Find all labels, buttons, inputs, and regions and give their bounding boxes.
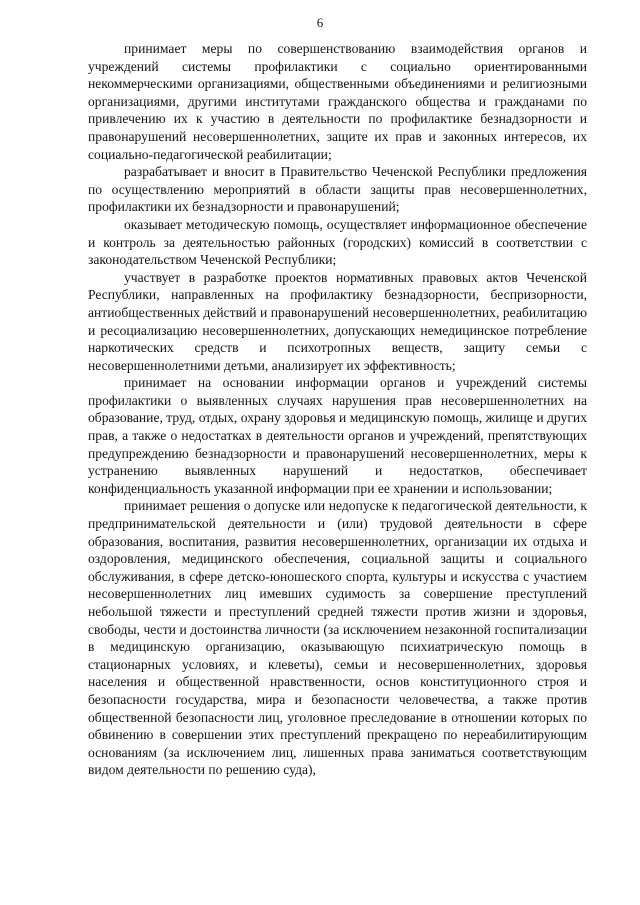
paragraph-1: принимает меры по совершенствованию взаимодействия органов и учреждений системы профилактики с социально ориентированными некоммерческими организациями, общественными объединениями и религиозными организациями, другими институтами гражданского общества и гражданами по привлечению их к участию в деятельности по профилактике безнадзорности и правонарушений несовершеннолетних, защите их прав и законных интересов, их социально-педагогической реабилитации; <box>88 41 587 162</box>
paragraph-3: оказывает методическую помощь, осуществляет информационное обеспечение и контроль за деятельностью районных (городских) комиссий в соответствии с законодательством Чеченской Республики; <box>88 216 587 268</box>
paragraph-4: участвует в разработке проектов нормативных правовых актов Чеченской Республики, направленных на профилактику безнадзорности, беспризорности, антиобщественных действий и правонарушений несовершеннолетних, реабилитацию и ресоциализацию несовершеннолетних, допускающих немедицинское потребление наркотических средств и психотропных веществ, защиту семьи с несовершеннолетними детьми, анализирует их эффективность; <box>88 269 587 373</box>
body-text <box>88 40 587 779</box>
paragraph-5: принимает на основании информации органов и учреждений системы профилактики о выявленных случаях нарушения прав несовершеннолетних на образование, труд, отдых, охрану здоровья и медицинскую помощь, жилище и других прав, а также о недостатках в деятельности органов и учреждений, препятствующих предупреждению безнадзорности и правонарушений несовершеннолетних, меры к устранению выявленных нарушений и недостатков, обеспечивает конфиденциальность указанной информации при ее хранении и использовании; <box>88 375 587 496</box>
paragraph-2: разрабатывает и вносит в Правительство Чеченской Республики предложения по осуществлению мероприятий в области защиты прав несовершеннолетних, профилактики их безнадзорности и правонарушений; <box>88 164 587 215</box>
paragraph-6: принимает решения о допуске или недопуске к педагогической деятельности, к предпринимательской деятельности и (или) трудовой деятельности в сфере образования, воспитания, развития несовершеннолетних, организации их отдыха и оздоровления, медицинского обеспечения, социальной защиты и социального обслуживания, в сфере детско-юношеского спорта, культуры и искусства с участием несовершеннолетних лиц имевших судимость за совершение преступлений небольшой тяжести и преступлений средней тяжести против жизни и здоровья, свободы, чести и достоинства личности (за исключением незаконной госпитализации в медицинскую организацию, оказывающую психиатрическую помощь в стационарных условиях, и клеветы), семьи и несовершеннолетних, здоровья населения и общественной нравственности, основ конституционного строя и безопасности государства, мира и безопасности человечества, а также против общественной безопасности лиц, уголовное преследование в отношении которых по обвинению в совершении этих преступлений прекращено по нереабилитирующим основаниям (за исключением лиц, лишенных права заниматься соответствующим видом деятельности по решению суда), <box>88 498 587 778</box>
page-number: 6 <box>316 15 324 30</box>
